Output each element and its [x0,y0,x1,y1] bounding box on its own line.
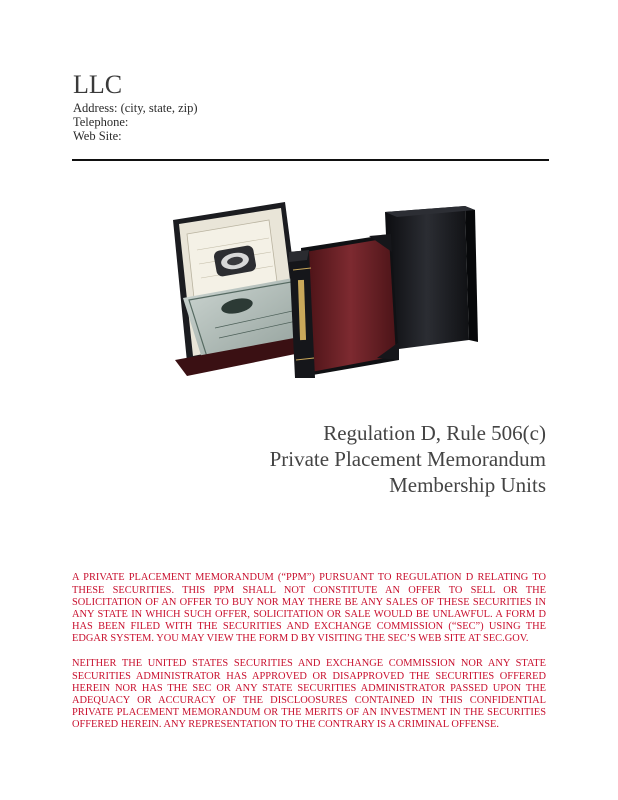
binder-portfolio-illustration [165,190,485,390]
header-divider [72,159,549,161]
company-name: LLC [73,70,123,99]
document-titles [270,420,546,498]
title-line-units: Membership Units [389,473,546,497]
address-line: Address: (city, state, zip) [73,101,198,115]
website-line: Web Site: [73,129,122,143]
title-line-memorandum: Private Placement Memorandum [269,447,546,471]
leather-binder [289,234,399,378]
telephone-line: Telephone: [73,115,129,129]
contact-block [73,101,198,143]
slipcase [385,206,478,350]
title-line-regulation: Regulation D, Rule 506(c) [323,421,546,445]
disclaimer-paragraph-2: NEITHER THE UNITED STATES SECURITIES AND EXCHANGE COMMISSION NOR ANY STATE SECURITIES ADMINISTRATOR HAS APPROVED OR DISAPPROVED THE SECURITIES OFFERED HEREIN NOR HAS THE SEC OR ANY STATE SECURITIES ADMINISTRATOR PASSED UPON THE ADEQUACY OR ACCURACY OF THE DISCLOOSURES CONTAINED IN THIS CONFIDENTIAL PRIVATE PLACEMENT MEMORANDUM OR THE MERITS OF AN INVESTMENT IN THE SECURITIES OFFERED HEREIN. ANY REPRESENTATION TO THE CONTRARY IS A CRIMINAL OFFENSE. [72,658,546,731]
disclaimer-paragraph-1: A PRIVATE PLACEMENT MEMORANDUM (“PPM”) PURSUANT TO REGULATION D RELATING TO THESE SECURITIES. THIS PPM SHALL NOT CONSTITUTE AN OFFER TO SELL OR THE SOLICITATION OF AN OFFER TO BUY NOR MAY THERE BE ANY SALES OF THESE SECURITIES IN ANY STATE IN WHICH SUCH OFFER, SOLICITATION OR SALE WOULD BE UNLAWFUL. A FORM D HAS BEEN FILED WITH THE SECURITIES AND EXCHANGE COMMISSION (“SEC”) USING THE EDGAR SYSTEM. YOU MAY VIEW THE FORM D BY VISITING THE SEC’S WEB SITE AT SEC.GOV. [72,572,546,645]
